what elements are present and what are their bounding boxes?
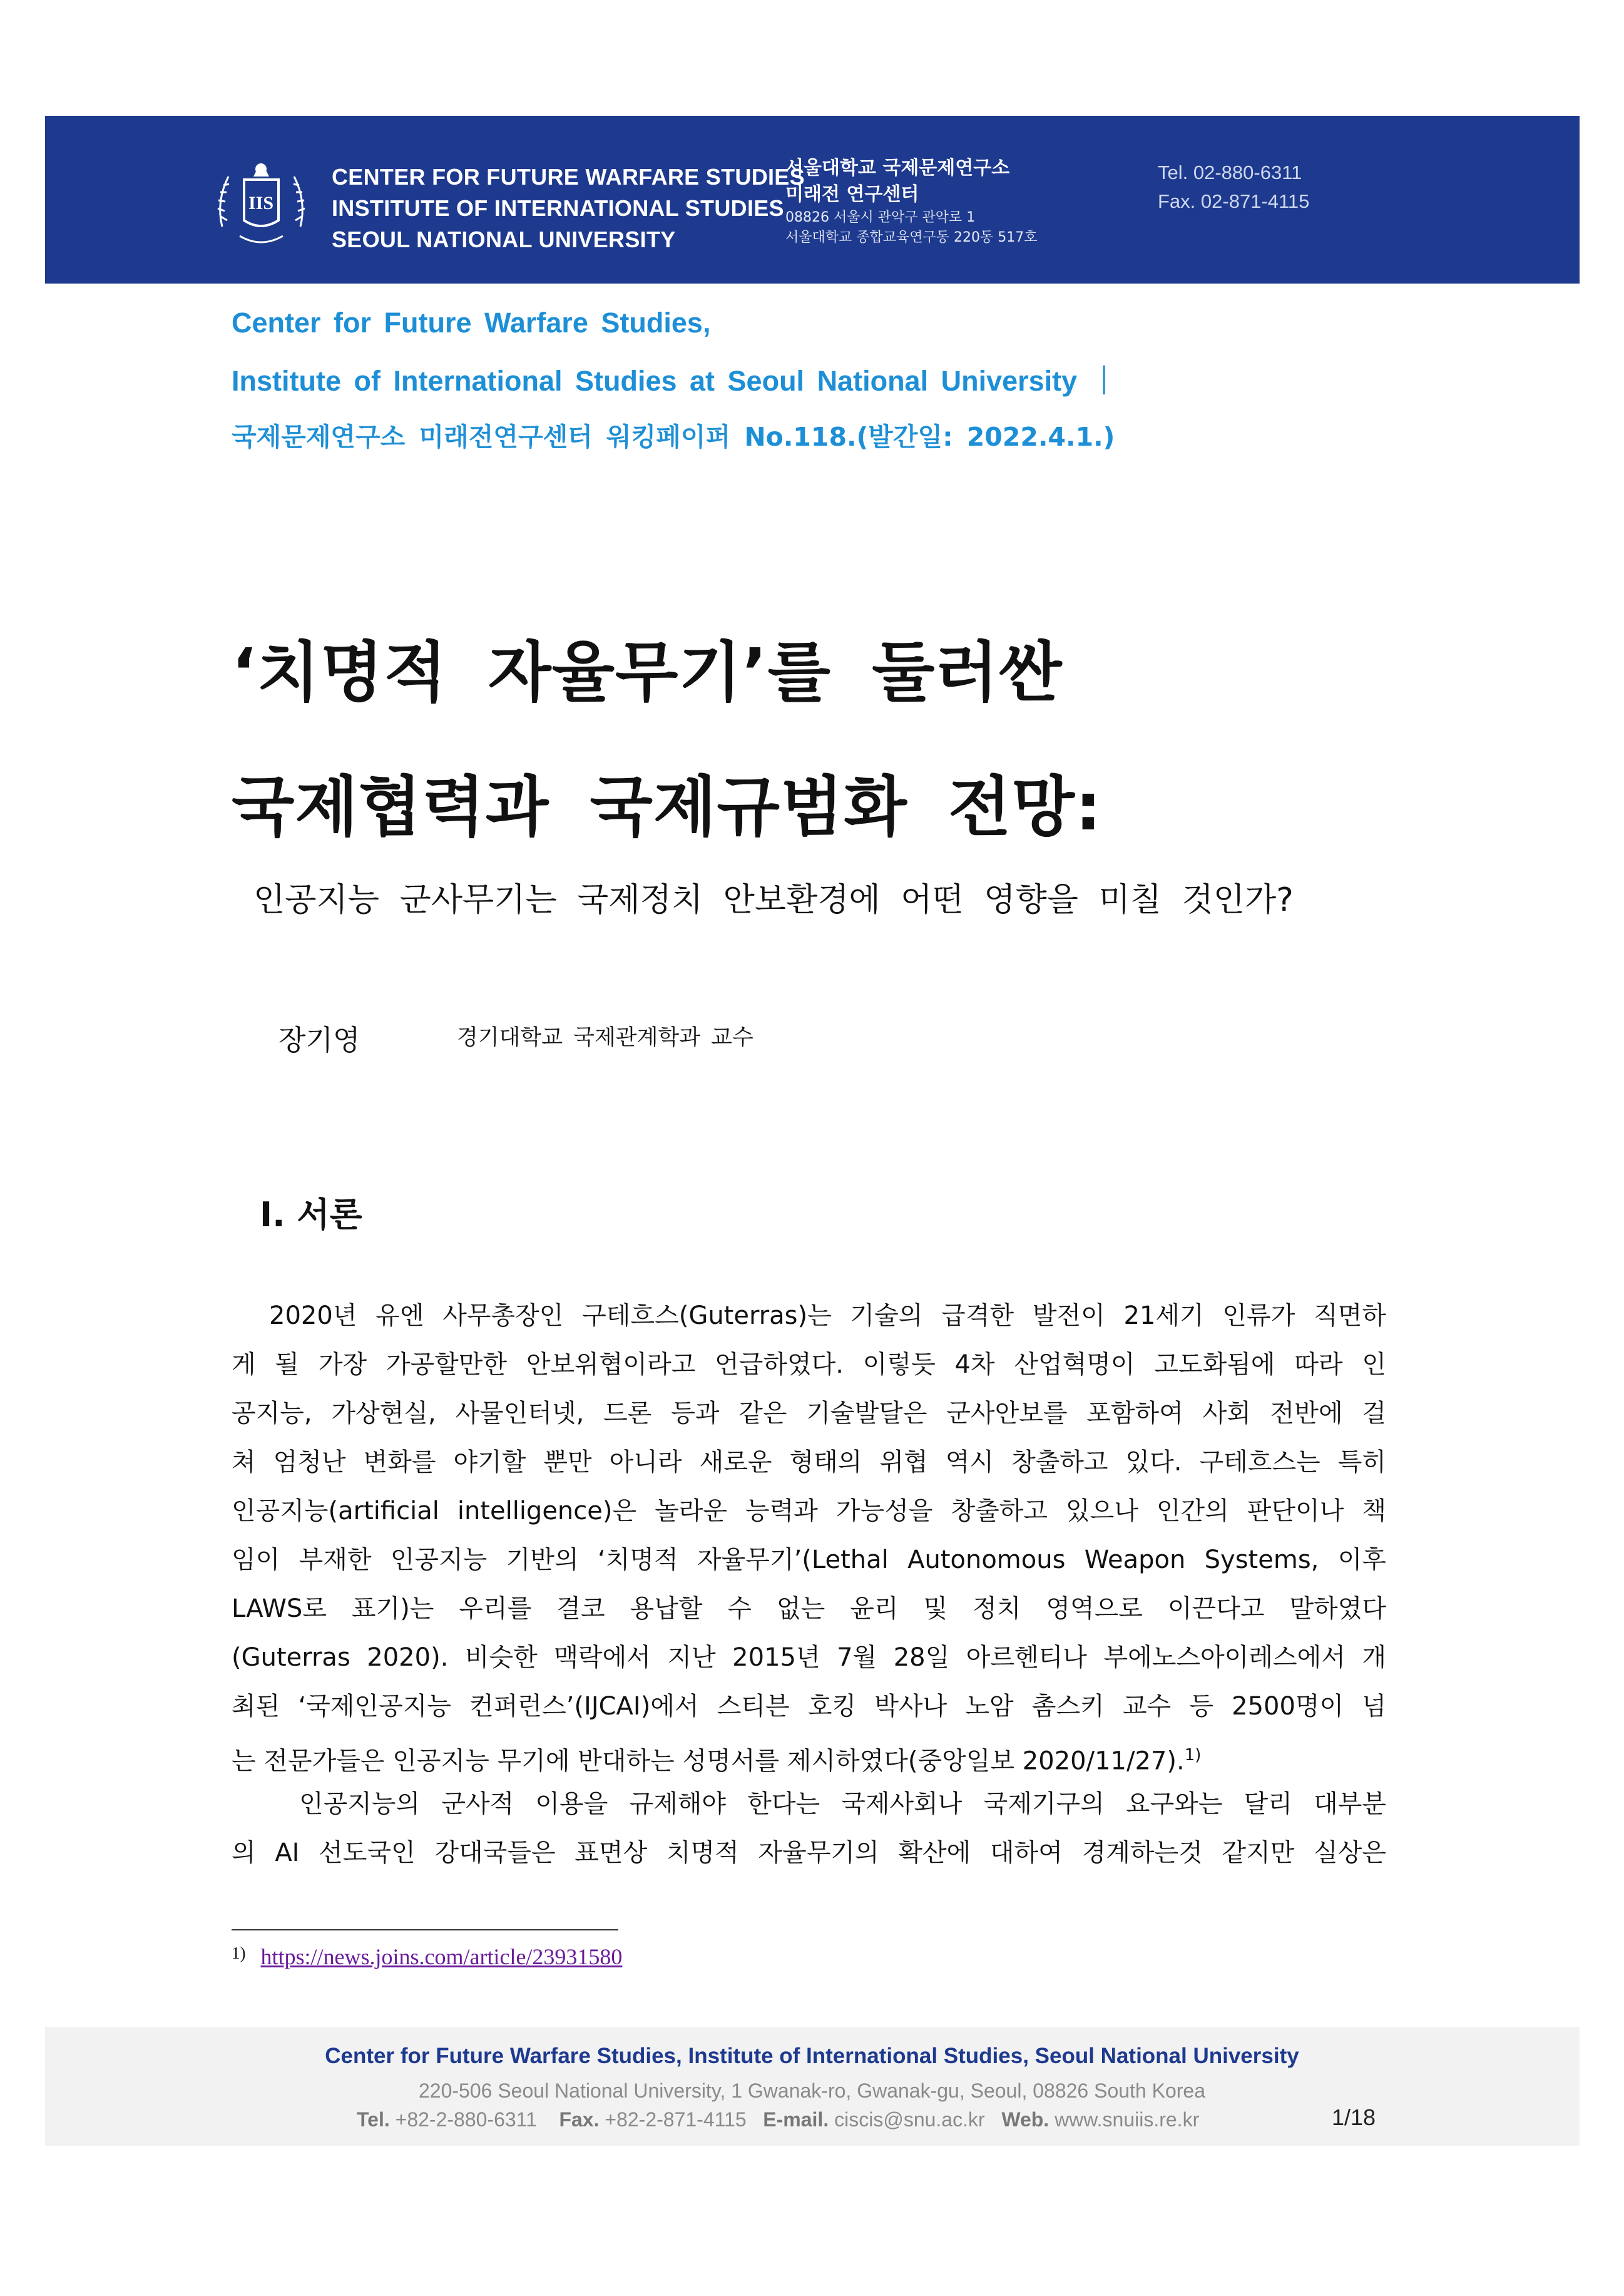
body-line: 2020년 유엔 사무총장인 구테흐스(Guterras)는 기술의 급격한 발전이 21세기 인류가 직면하 [269, 1301, 1386, 1330]
footer-contact [357, 2108, 1199, 2131]
footnote-number: 1) [232, 1944, 246, 1962]
page-number: 1/18 [1332, 2104, 1376, 2130]
body-line: 임이 부재한 인공지능 기반의 ‘치명적 자율무기’(Lethal Autonomous Weapon Systems, 이후 [232, 1545, 1386, 1574]
footnote [232, 1944, 622, 1970]
snu-seal-logo [210, 151, 313, 255]
body-line: 의 AI 선도국인 강대국들은 표면상 치명적 자율무기의 확산에 대하여 경계하는것 같지만 실상은 [232, 1838, 1386, 1867]
body-line: 최된 ‘국제인공지능 컨퍼런스’(IJCAI)에서 스티븐 호킹 박사나 노암 촘스키 교수 등 2500명이 넘 [232, 1692, 1386, 1721]
header-contact [1158, 158, 1309, 216]
body-line: 게 될 가장 가공할만한 안보위협이라고 언급하였다. 이렇듯 4차 산업혁명이 고도화됨에 따라 인 [232, 1350, 1386, 1379]
footer-tel-label: Tel. [357, 2108, 390, 2131]
footer-email[interactable]: ciscis@snu.ac.kr [834, 2108, 985, 2131]
header-en-line: SEOUL NATIONAL UNIVERSITY [332, 227, 676, 252]
footnote-divider [232, 1929, 618, 1930]
header-ko-building: 서울대학교 종합교육연구동 220동 517호 [785, 230, 1038, 245]
footer-tel: +82-2-880-6311 [395, 2108, 537, 2131]
footer-web[interactable]: www.snuiis.re.kr [1055, 2108, 1200, 2131]
body-line: (Guterras 2020). 비슷한 맥락에서 지난 2015년 7월 28일 아르헨티나 부에노스아이레스에서 개 [232, 1643, 1386, 1672]
body-line: LAWS로 표기)는 우리를 결코 용납할 수 없는 윤리 및 정치 영역으로 이끈다고 말하였다 [232, 1594, 1386, 1623]
author-name: 장기영 [278, 1023, 360, 1057]
series-line-1: Center for Future Warfare Studies, [232, 307, 711, 339]
footer-web-label: Web. [1001, 2108, 1049, 2131]
document-title-line-1: ‘치명적 자율무기’를 둘러싼 [232, 634, 1063, 710]
footer-title: Center for Future Warfare Studies, Institute of International Studies, Seoul National University [325, 2044, 1299, 2068]
header-ko-center: 미래전 연구센터 [785, 183, 919, 205]
section-heading: I. 서론 [260, 1195, 362, 1234]
footnote-link[interactable]: https://news.joins.com/article/23931580 [260, 1944, 623, 1969]
document-title-line-2: 국제협력과 국제규범화 전망: [232, 769, 1102, 845]
header-tel: Tel. 02-880-6311 [1158, 161, 1302, 183]
seal-text: IIS [248, 193, 274, 213]
body-line: 공지능, 가상현실, 사물인터넷, 드론 등과 같은 기술발달은 군사안보를 포함하여 사회 전반에 걸 [232, 1399, 1386, 1428]
header-fax: Fax. 02-871-4115 [1158, 190, 1310, 212]
body-line: 쳐 엄청난 변화를 야기할 뿐만 아니라 새로운 형태의 위협 역시 창출하고 있다. 구테흐스는 특히 [232, 1448, 1386, 1477]
body-line: 인공지능의 군사적 이용을 규제해야 한다는 국제사회나 국제기구의 요구와는 달리 대부분 [299, 1790, 1386, 1818]
document-subtitle: 인공지능 군사무기는 국제정치 안보환경에 어떤 영향을 미칠 것인가? [253, 881, 1294, 919]
body-line-last [232, 1731, 1386, 1780]
footer-address: 220-506 Seoul National University, 1 Gwanak-ro, Gwanak-gu, Seoul, 08826 South Korea [418, 2079, 1206, 2102]
header-en-line: INSTITUTE OF INTERNATIONAL STUDIES [332, 195, 784, 221]
footer-fax: +82-2-871-4115 [605, 2108, 747, 2131]
author-affiliation: 경기대학교 국제관계학과 교수 [457, 1025, 753, 1050]
body-paragraph-1 [232, 1291, 1386, 1780]
series-line-3: 국제문제연구소 미래전연구센터 워킹페이퍼 No.118.(발간일: 2022.4.1.) [232, 422, 1115, 452]
header-institution-en [332, 161, 805, 255]
footnote-reference[interactable]: 1) [1184, 1746, 1202, 1765]
header-institution-ko [785, 155, 1038, 248]
header-ko-name: 서울대학교 국제문제연구소 [785, 157, 1010, 179]
series-line-2: Institute of International Studies at Seoul National University ｜ [232, 365, 1118, 397]
header-en-line: CENTER FOR FUTURE WARFARE STUDIES [332, 164, 805, 190]
body-paragraph-2 [232, 1780, 1386, 1877]
footer-email-label: E-mail. [763, 2108, 829, 2131]
header-ko-address: 08826 서울시 관악구 관악로 1 [785, 210, 976, 225]
footer-fax-label: Fax. [559, 2108, 600, 2131]
body-line-text: 는 전문가들은 인공지능 무기에 반대하는 성명서를 제시하였다(중앙일보 2020/11/27). [232, 1746, 1185, 1776]
body-line: 인공지능(artificial intelligence)은 놀라운 능력과 가능성을 창출하고 있으나 인간의 판단이나 책 [232, 1497, 1386, 1525]
